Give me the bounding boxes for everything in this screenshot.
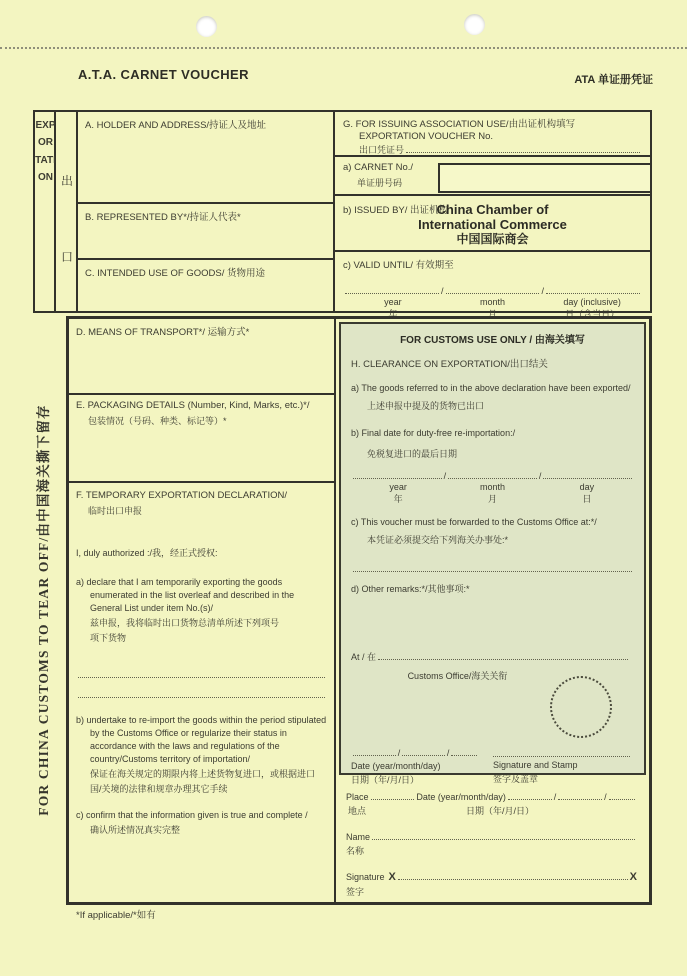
signature-x-left: X xyxy=(388,871,396,883)
slash: / xyxy=(440,286,444,296)
bottom-date-fill-3[interactable] xyxy=(609,790,635,800)
item-numbers-fill-line-2[interactable] xyxy=(78,687,325,698)
year-label-cn: 年 xyxy=(388,309,398,319)
field-a-holder-address[interactable] xyxy=(78,112,333,202)
field-b-represented-by[interactable] xyxy=(78,202,333,258)
bottom-date-fill-2[interactable] xyxy=(558,790,602,800)
customs-use-only-box xyxy=(339,322,646,785)
reimport-ymd-labels xyxy=(351,482,634,505)
customs-signature-label: Signature and Stamp xyxy=(493,760,578,770)
name-label: Name xyxy=(346,832,371,842)
at-row xyxy=(351,650,630,663)
slash: / xyxy=(604,792,607,802)
day-label: day xyxy=(579,482,595,492)
day-label-cn: 日 xyxy=(582,494,592,504)
at-label: At / 在 xyxy=(351,652,377,662)
day-label-cn: 日（含当日） xyxy=(565,309,620,319)
field-c-label: C. INTENDED USE OF GOODS/ 货物用途 xyxy=(85,268,265,279)
field-e-packaging-details[interactable] xyxy=(69,393,334,481)
exportation-label: EXPORTATION xyxy=(35,120,56,184)
carnet-no-label-cn: 单证册号码 xyxy=(357,178,403,188)
issuer-line3-cn: 中国国际商会 xyxy=(456,232,529,246)
field-f-label: F. TEMPORARY EXPORTATION DECLARATION/ xyxy=(76,490,287,501)
customs-header: FOR CUSTOMS USE ONLY / 由海关填写 xyxy=(400,335,585,346)
customs-office-fill-line[interactable] xyxy=(353,561,632,572)
tear-off-vertical-label: FOR CHINA CUSTOMS TO TEAR OFF/由中国海关撕下留存 xyxy=(36,404,51,816)
issuer-line2: International Commerce xyxy=(418,217,567,232)
exportation-rail xyxy=(35,112,56,311)
declaration-a-text: a) declare that I am temporarily exporting the goods enumerated in the list overleaf and described in the General List under item No.(s)/ xyxy=(76,577,295,613)
year-label: year xyxy=(384,297,402,307)
slash: / xyxy=(541,286,544,296)
field-e-label: E. PACKAGING DETAILS (Number, Kind, Marks, etc.)*/ xyxy=(76,400,310,411)
customs-signature-label-cn: 签字及盖章 xyxy=(493,774,539,784)
customs-c-text: c) This voucher must be forwarded to the Customs Office at:*/ xyxy=(351,517,597,527)
name-fill-line[interactable] xyxy=(372,830,635,840)
field-f-label-cn: 临时出口申报 xyxy=(88,506,143,516)
declaration-b-cn2: 国/关境的法律和规章办理其它手续 xyxy=(90,784,228,794)
signature-label: Signature xyxy=(346,872,385,882)
field-g-label: G. FOR ISSUING ASSOCIATION USE/由出证机构填写 xyxy=(343,119,576,130)
place-label-cn: 地点 xyxy=(348,806,367,816)
day-label: day (inclusive) xyxy=(563,297,621,307)
perforation-tear-line xyxy=(0,47,687,49)
field-b-label: B. REPRESENTED BY*/持证人代表* xyxy=(85,212,241,223)
export-cn-rail xyxy=(56,112,78,311)
lower-section-box xyxy=(66,316,652,905)
customs-a-text: a) The goods referred to in the above declaration have been exported/ xyxy=(351,383,631,393)
slash: / xyxy=(446,748,450,758)
valid-until-date-line[interactable] xyxy=(343,284,642,296)
punch-hole-right xyxy=(464,14,485,35)
signature-label-cn: 签字 xyxy=(346,887,365,897)
page-title: A.T.A. CARNET VOUCHER xyxy=(78,67,249,82)
place-fill-line[interactable] xyxy=(371,790,415,800)
field-d-label: D. MEANS OF TRANSPORT*/ 运输方式* xyxy=(76,327,250,338)
punch-hole-left xyxy=(196,16,217,37)
declaration-intro: I, duly authorized :/我，经正式授权: xyxy=(76,548,218,558)
signature-fill-line[interactable] xyxy=(398,870,628,880)
field-e-label-cn: 包装情况（号码、种类、标记等）* xyxy=(88,416,227,426)
declaration-b-text: b) undertake to re-import the goods within the period stipulated by the Customs Office or regularize their status in accordance with the laws and regulations of the country/Customs territory of importation/ xyxy=(76,715,327,764)
customs-date-label-cn: 日期（年/月/日） xyxy=(351,775,420,785)
voucher-no-fill-line[interactable] xyxy=(406,143,640,153)
holder-column xyxy=(78,112,333,311)
slash: / xyxy=(538,471,542,481)
carnet-no-label: a) CARNET No./ xyxy=(343,162,414,173)
field-gb-issued-by xyxy=(335,194,650,250)
declaration-c-text: c) confirm that the information given is true and complete / xyxy=(76,810,308,820)
month-label-cn: 月 xyxy=(487,494,497,504)
year-label-cn: 年 xyxy=(393,494,403,504)
issuing-column xyxy=(333,112,650,319)
field-h-clearance-label: H. CLEARANCE ON EXPORTATION/出口结关 xyxy=(351,359,548,370)
export-cn-top: 出 xyxy=(61,174,74,188)
name-label-cn: 名称 xyxy=(346,846,365,856)
customs-office-label: Customs Office/海关关衔 xyxy=(407,671,508,681)
bottom-date-label-cn: 日期（年/月/日） xyxy=(466,806,535,816)
page-title-cn: ATA 单证册凭证 xyxy=(574,74,653,86)
customs-d-text: d) Other remarks:*/其他事项:* xyxy=(351,583,470,594)
month-label: month xyxy=(480,297,506,307)
bottom-date-label: Date (year/month/day) xyxy=(416,792,506,802)
customs-a-cn: 上述申报中提及的货物已出口 xyxy=(367,400,485,411)
field-ga-carnet-no xyxy=(335,155,650,194)
customs-b-cn: 免税复进口的最后日期 xyxy=(367,449,458,459)
field-gc-valid-until xyxy=(335,250,650,322)
place-label: Place xyxy=(346,792,369,802)
if-applicable-footnote: *If applicable/*如有 xyxy=(76,910,156,921)
item-numbers-fill-line-1[interactable] xyxy=(78,667,325,678)
customs-signature-fill-line[interactable] xyxy=(493,746,630,757)
field-a-label: A. HOLDER AND ADDRESS/持证人及地址 xyxy=(85,120,267,131)
top-section-box xyxy=(33,110,652,319)
voucher-no-cn-label: 出口凭证号 xyxy=(359,145,405,155)
customs-date-label: Date (year/month/day) xyxy=(351,761,441,771)
field-g-issuing-association xyxy=(335,112,650,155)
declaration-column xyxy=(69,319,334,902)
carnet-no-input-box[interactable] xyxy=(438,163,652,193)
customs-c-cn: 本凭证必须提交给下列海关办事处:* xyxy=(367,534,509,545)
month-label: month xyxy=(479,482,505,492)
exportation-voucher-no-label: EXPORTATION VOUCHER No. xyxy=(359,131,494,142)
declaration-c-cn: 确认所述情况真实完整 xyxy=(90,825,181,835)
issued-by-label: b) ISSUED BY/ 出证机构 xyxy=(343,205,449,216)
field-c-intended-use[interactable] xyxy=(78,258,333,311)
at-fill-line[interactable] xyxy=(378,650,628,660)
customs-b-text: b) Final date for duty-free re-importation:/ xyxy=(351,427,516,438)
holder-signoff-area xyxy=(336,778,649,902)
declaration-a-cn1: 兹申报，我将临时出口货物总清单所述下列项号 xyxy=(90,618,280,628)
customs-column xyxy=(334,319,649,902)
slash: / xyxy=(443,471,447,481)
bottom-date-fill-1[interactable] xyxy=(508,790,552,800)
valid-until-label: c) VALID UNTIL/ 有效期至 xyxy=(343,260,454,271)
declaration-b-cn1: 保证在海关规定的期限内将上述货物复进口，或根据进口 xyxy=(90,769,316,779)
slash: / xyxy=(553,792,557,802)
issuer-line1: China Chamber of xyxy=(436,202,549,217)
month-label-cn: 月 xyxy=(488,309,498,319)
year-label: year xyxy=(389,482,407,492)
reimport-date-line[interactable] xyxy=(351,469,634,481)
field-f-temporary-exportation xyxy=(69,481,334,902)
export-cn-bottom: 口 xyxy=(61,250,74,264)
declaration-a-cn2: 项下货物 xyxy=(90,633,127,643)
signature-x-right: X xyxy=(629,871,637,883)
slash: / xyxy=(397,748,401,758)
customs-date-line[interactable] xyxy=(351,746,479,758)
field-d-means-of-transport[interactable] xyxy=(69,319,334,393)
stamp-circle xyxy=(550,676,612,738)
